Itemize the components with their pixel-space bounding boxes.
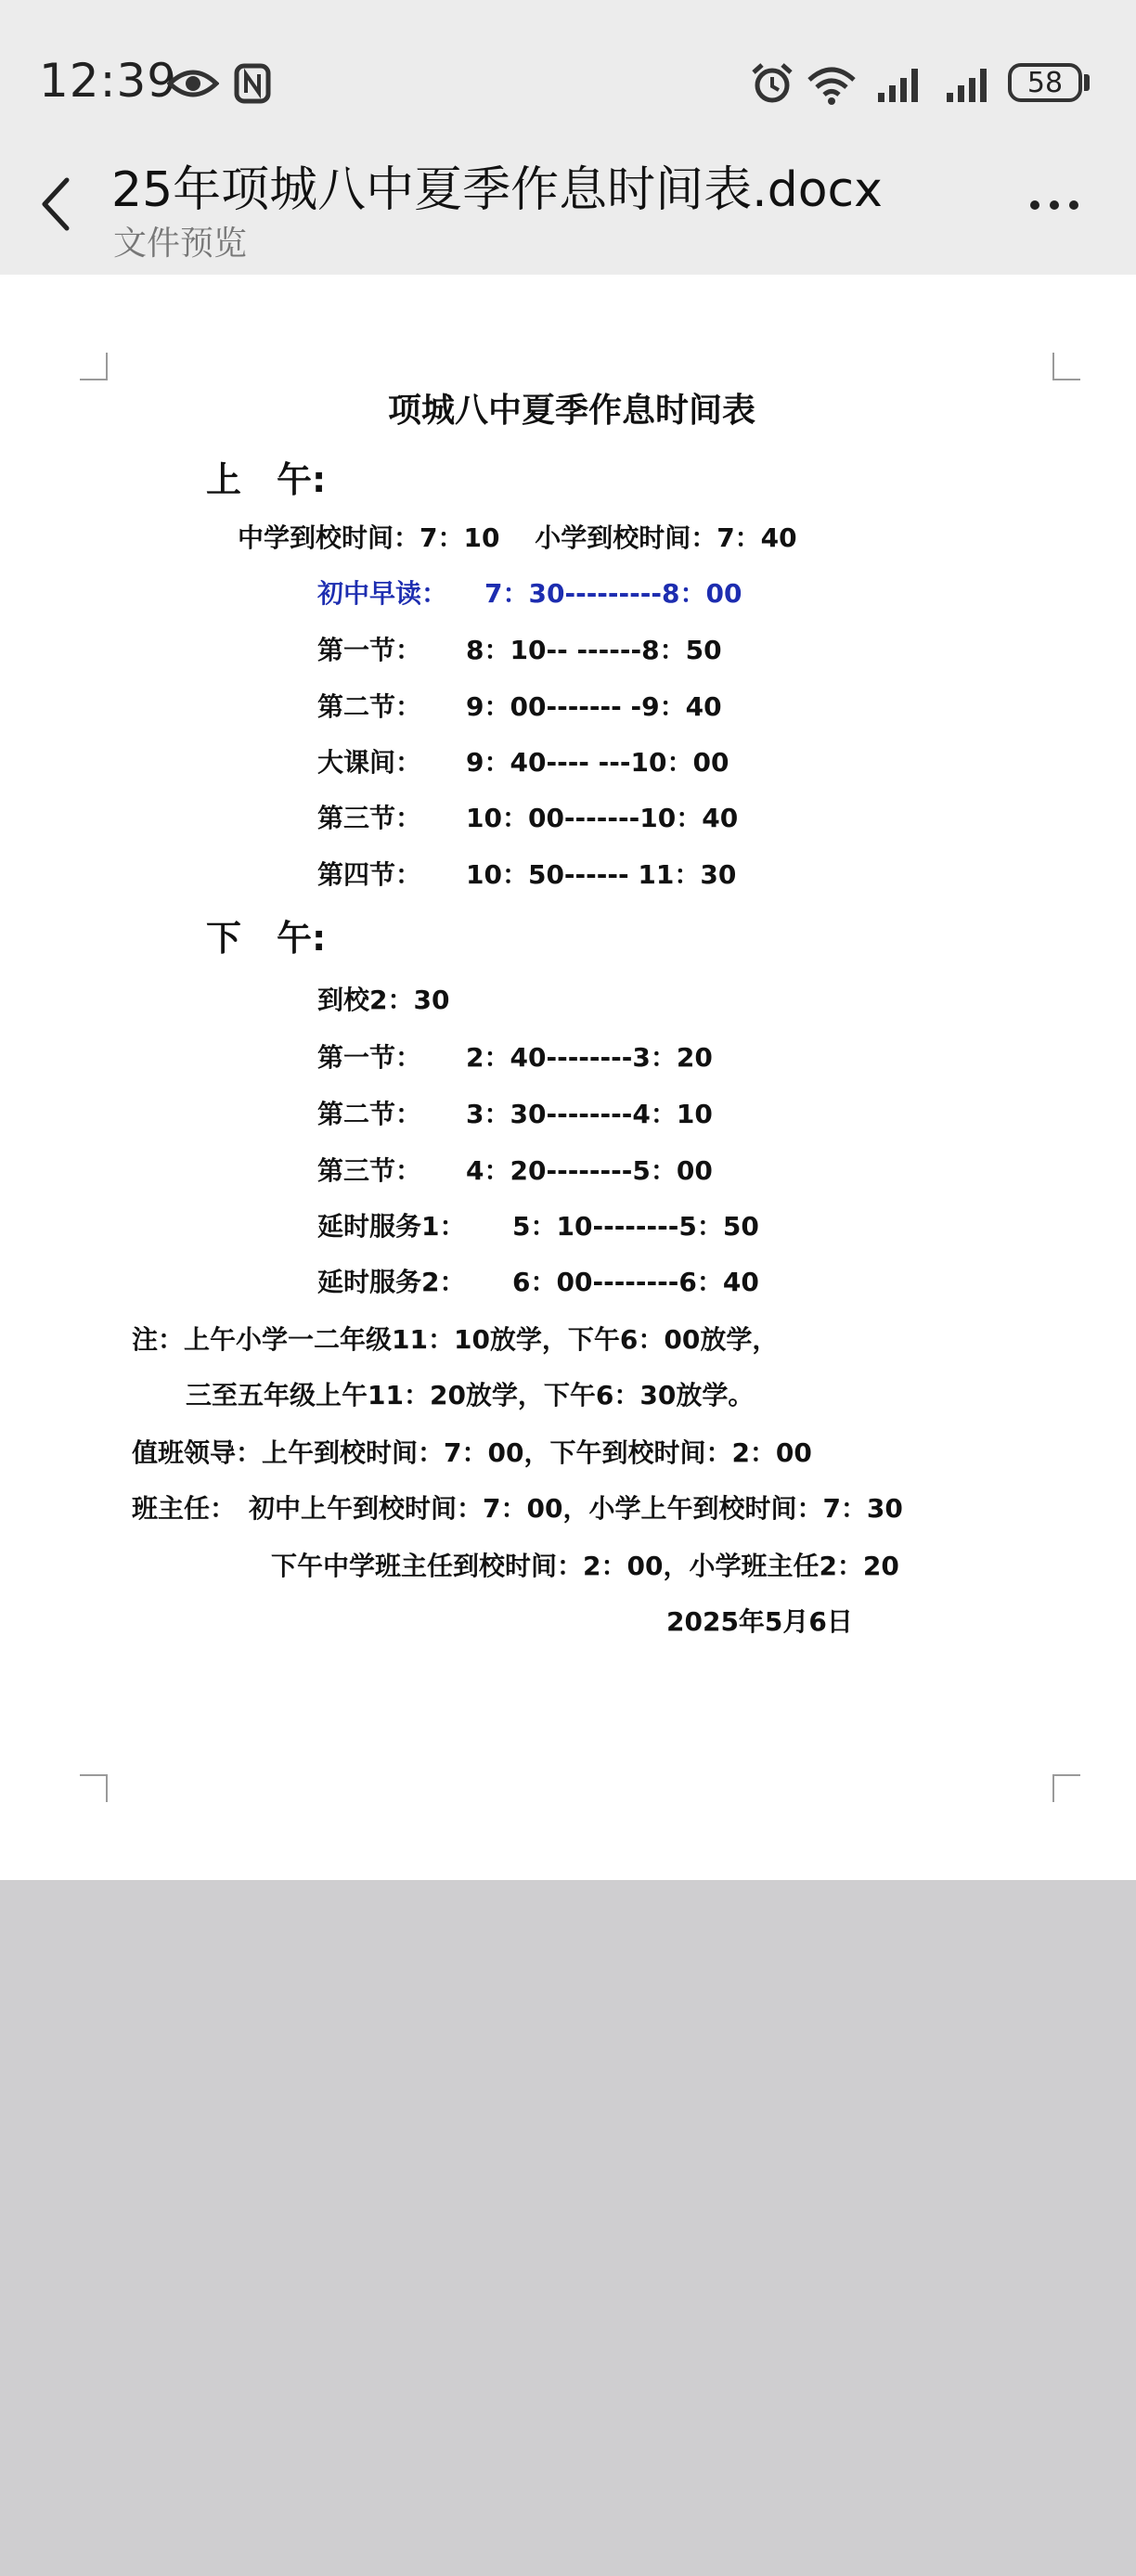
empty-preview-area: [0, 1880, 1136, 2576]
page-corner-mark: [1052, 353, 1080, 380]
afternoon-row-time: 5：10--------5：50: [512, 1211, 759, 1242]
afternoon-heading: 下 午:: [206, 918, 327, 959]
morning-row-label: 第一节：: [317, 635, 422, 665]
page-corner-mark: [80, 1774, 108, 1802]
more-icon[interactable]: [1026, 197, 1082, 215]
afternoon-row-time: 2：40--------3：20: [466, 1042, 713, 1073]
afternoon-row-label: 第二节：: [317, 1099, 422, 1129]
nfc-icon: [234, 63, 271, 104]
document-filename: 25年项城八中夏季作息时间表.docx: [111, 162, 883, 218]
duty-leader-line: 值班领导：上午到校时间：7：00，下午到校时间：2：00: [132, 1437, 812, 1468]
afternoon-row-label: 第一节：: [317, 1042, 422, 1073]
morning-row-time: 9：00------- -9：40: [466, 691, 722, 722]
morning-row-label: 第三节：: [317, 803, 422, 833]
document-date: 2025年5月6日: [666, 1606, 853, 1637]
head-teacher-afternoon-line: 下午中学班主任到校时间：2：00，小学班主任2：20: [271, 1551, 899, 1581]
battery-indicator: 58: [1008, 63, 1082, 102]
eye-icon: [167, 65, 219, 102]
morning-row-time: 7：30---------8：00: [484, 578, 742, 609]
afternoon-row-time: 3：30--------4：10: [466, 1099, 713, 1129]
wifi-icon: [806, 65, 858, 106]
page-corner-mark: [1052, 1774, 1080, 1802]
arrival-times: 中学到校时间：7：10 小学到校时间：7：40: [238, 522, 797, 553]
morning-row-time: 10：00-------10：40: [466, 803, 739, 833]
afternoon-row-time: 4：20--------5：00: [466, 1155, 713, 1186]
top-bar: [0, 0, 1136, 275]
battery-tip: [1084, 74, 1090, 91]
note-line: 注：上午小学一二年级11：10放学，下午6：00放学，: [132, 1324, 779, 1355]
signal-icon: [876, 65, 926, 104]
morning-row-label: 大课间：: [317, 747, 422, 778]
afternoon-row-label: 延时服务1：: [317, 1211, 466, 1242]
morning-row-time: 9：40---- ---10：00: [466, 747, 729, 778]
note-line: 三至五年级上午11：20放学，下午6：30放学。: [186, 1380, 755, 1410]
alarm-icon: [750, 61, 794, 106]
afternoon-arrival: 到校2：30: [317, 985, 450, 1015]
file-preview-label: 文件预览: [113, 225, 248, 263]
head-teacher-line: 班主任： 初中上午到校时间：7：00，小学上午到校时间：7：30: [132, 1493, 903, 1524]
afternoon-row-time: 6：00--------6：40: [512, 1267, 759, 1297]
morning-heading: 上 午:: [206, 459, 327, 500]
morning-row-label: 初中早读：: [317, 578, 448, 609]
morning-row-time: 10：50------ 11：30: [466, 859, 737, 890]
back-arrow-icon[interactable]: [37, 174, 74, 234]
morning-row-label: 第二节：: [317, 691, 422, 722]
afternoon-row-label: 延时服务2：: [317, 1267, 466, 1297]
page-corner-mark: [80, 353, 108, 380]
status-time: 12:39: [39, 54, 178, 108]
signal-icon: [945, 65, 995, 104]
schedule-title: 项城八中夏季作息时间表: [388, 392, 756, 430]
afternoon-row-label: 第三节：: [317, 1155, 422, 1186]
document-page: [0, 275, 1136, 1880]
morning-row-time: 8：10-- ------8：50: [466, 635, 722, 665]
morning-row-label: 第四节：: [317, 859, 422, 890]
